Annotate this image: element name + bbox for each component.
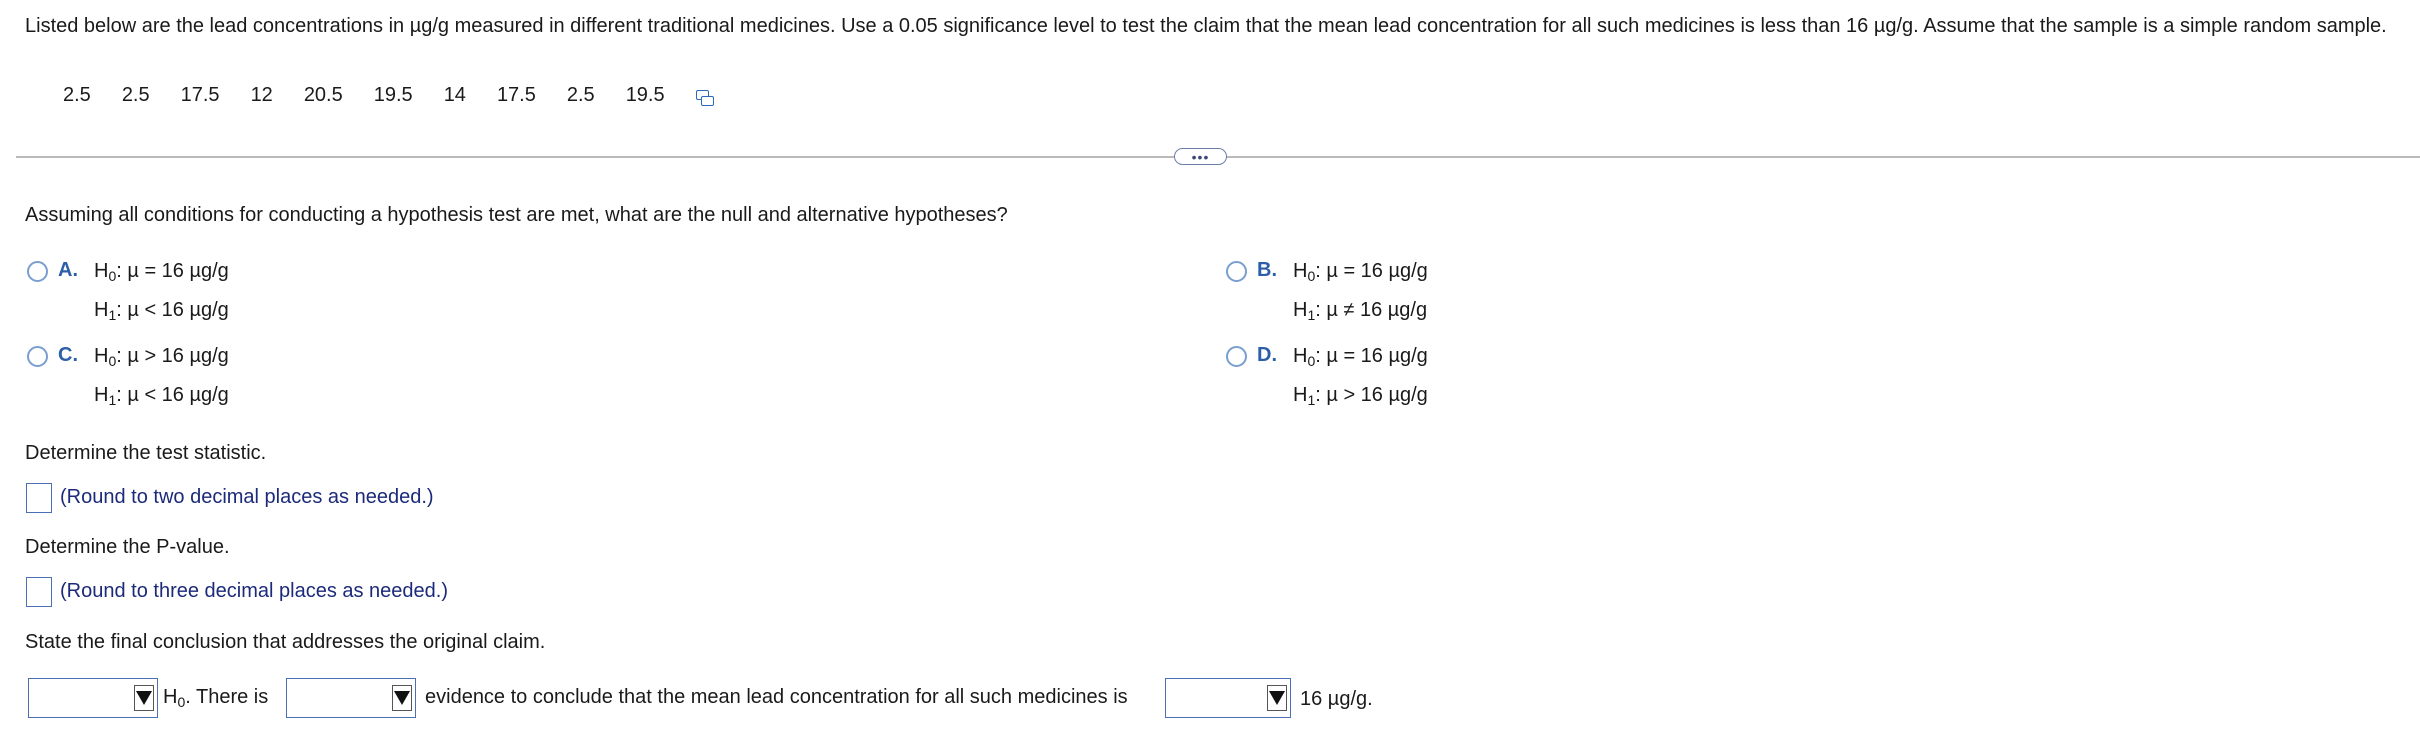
- h-symbol: H: [94, 384, 109, 406]
- rounding-hint: (Round to two decimal places as needed.): [60, 486, 434, 508]
- data-values: [63, 84, 714, 107]
- h-subscript: 0: [108, 353, 117, 369]
- comparison-dropdown[interactable]: [1165, 678, 1291, 718]
- data-value: 17.5: [496, 84, 536, 106]
- h0-statement: : µ = 16 µg/g: [1315, 345, 1428, 367]
- h-subscript: 0: [1307, 353, 1316, 369]
- data-value: 17.5: [180, 84, 220, 106]
- choice-b[interactable]: [1226, 259, 1428, 332]
- h-symbol: H: [1293, 260, 1308, 282]
- choice-d[interactable]: [1226, 344, 1428, 417]
- rounding-hint: (Round to three decimal places as needed.): [60, 580, 449, 602]
- h-subscript: 0: [1307, 268, 1316, 284]
- alternative-hypothesis: [1293, 293, 1428, 332]
- h0-statement: : µ > 16 µg/g: [116, 345, 229, 367]
- radio-button[interactable]: [1226, 261, 1247, 282]
- radio-button[interactable]: [27, 346, 48, 367]
- h-subscript: 1: [1307, 307, 1316, 323]
- h-symbol: H: [94, 260, 109, 282]
- conclusion-text-h0: [163, 686, 268, 710]
- p-value-question: Determine the P-value.: [25, 536, 230, 558]
- h1-statement: : µ < 16 µg/g: [116, 299, 229, 321]
- dropdown-arrow-icon[interactable]: [392, 685, 412, 711]
- data-value: 19.5: [373, 84, 413, 106]
- data-value: 12: [250, 84, 273, 106]
- h-subscript: 0: [108, 268, 117, 284]
- conclusion-question: State the final conclusion that addresses the original claim.: [25, 631, 546, 653]
- h-symbol: H: [1293, 384, 1308, 406]
- alternative-hypothesis: [94, 293, 229, 332]
- h-symbol: H: [163, 686, 178, 708]
- h-symbol: H: [1293, 299, 1308, 321]
- alternative-hypothesis: [1293, 378, 1428, 417]
- data-value: 19.5: [625, 84, 665, 106]
- problem-statement: Listed below are the lead concentrations in µg/g measured in different traditional medicines. Use a 0.05 significance level to test the claim that the mean lead concentration for all such medicines is less than 16 µg/g. Assume that the sample is a simple random sample.: [25, 15, 2387, 37]
- h-subscript: 1: [1307, 392, 1316, 408]
- conclusion-fragment: . There is: [185, 686, 269, 708]
- h-subscript: 1: [108, 392, 117, 408]
- hypotheses-text: [1293, 254, 1428, 332]
- conclusion-text-end: 16 µg/g.: [1300, 688, 1373, 710]
- data-value: 2.5: [121, 84, 150, 106]
- choice-letter: D.: [1257, 344, 1277, 366]
- null-hypothesis: [1293, 339, 1428, 378]
- h1-statement: : µ ≠ 16 µg/g: [1315, 299, 1428, 321]
- h0-statement: : µ = 16 µg/g: [1315, 260, 1428, 282]
- choice-letter: A.: [58, 259, 78, 281]
- choice-letter: C.: [58, 344, 78, 366]
- dropdown-arrow-icon[interactable]: [134, 685, 154, 711]
- copy-data-icon[interactable]: [696, 90, 714, 106]
- evidence-dropdown[interactable]: [286, 678, 416, 718]
- radio-button[interactable]: [27, 261, 48, 282]
- data-value: 2.5: [63, 84, 91, 106]
- h1-statement: : µ > 16 µg/g: [1315, 384, 1428, 406]
- h-symbol: H: [94, 345, 109, 367]
- h0-statement: : µ = 16 µg/g: [116, 260, 229, 282]
- h-symbol: H: [1293, 345, 1308, 367]
- data-value: 14: [443, 84, 466, 106]
- radio-button[interactable]: [1226, 346, 1247, 367]
- hypotheses-text: [94, 339, 229, 417]
- data-value: 20.5: [303, 84, 343, 106]
- copy-icon-front: [701, 96, 714, 106]
- test-statistic-question: Determine the test statistic.: [25, 442, 267, 464]
- dropdown-arrow-icon[interactable]: [1267, 685, 1287, 711]
- conclusion-text-middle: evidence to conclude that the mean lead concentration for all such medicines is: [425, 686, 1128, 708]
- h-subscript: 0: [177, 694, 186, 710]
- null-hypothesis: [1293, 254, 1428, 293]
- choice-a[interactable]: [27, 259, 229, 332]
- data-value: 2.5: [566, 84, 595, 106]
- p-value-input[interactable]: [26, 577, 52, 607]
- test-statistic-input[interactable]: [26, 483, 52, 513]
- null-hypothesis: [94, 254, 229, 293]
- reject-decision-dropdown[interactable]: [28, 678, 158, 718]
- hypotheses-question: Assuming all conditions for conducting a hypothesis test are met, what are the null and alternative hypotheses?: [25, 204, 1008, 226]
- h1-statement: : µ < 16 µg/g: [116, 384, 229, 406]
- expand-button[interactable]: •••: [1174, 148, 1227, 165]
- choice-letter: B.: [1257, 259, 1277, 281]
- null-hypothesis: [94, 339, 229, 378]
- hypotheses-text: [1293, 339, 1428, 417]
- hypotheses-text: [94, 254, 229, 332]
- alternative-hypothesis: [94, 378, 229, 417]
- h-symbol: H: [94, 299, 109, 321]
- h-subscript: 1: [108, 307, 117, 323]
- choice-c[interactable]: [27, 344, 229, 417]
